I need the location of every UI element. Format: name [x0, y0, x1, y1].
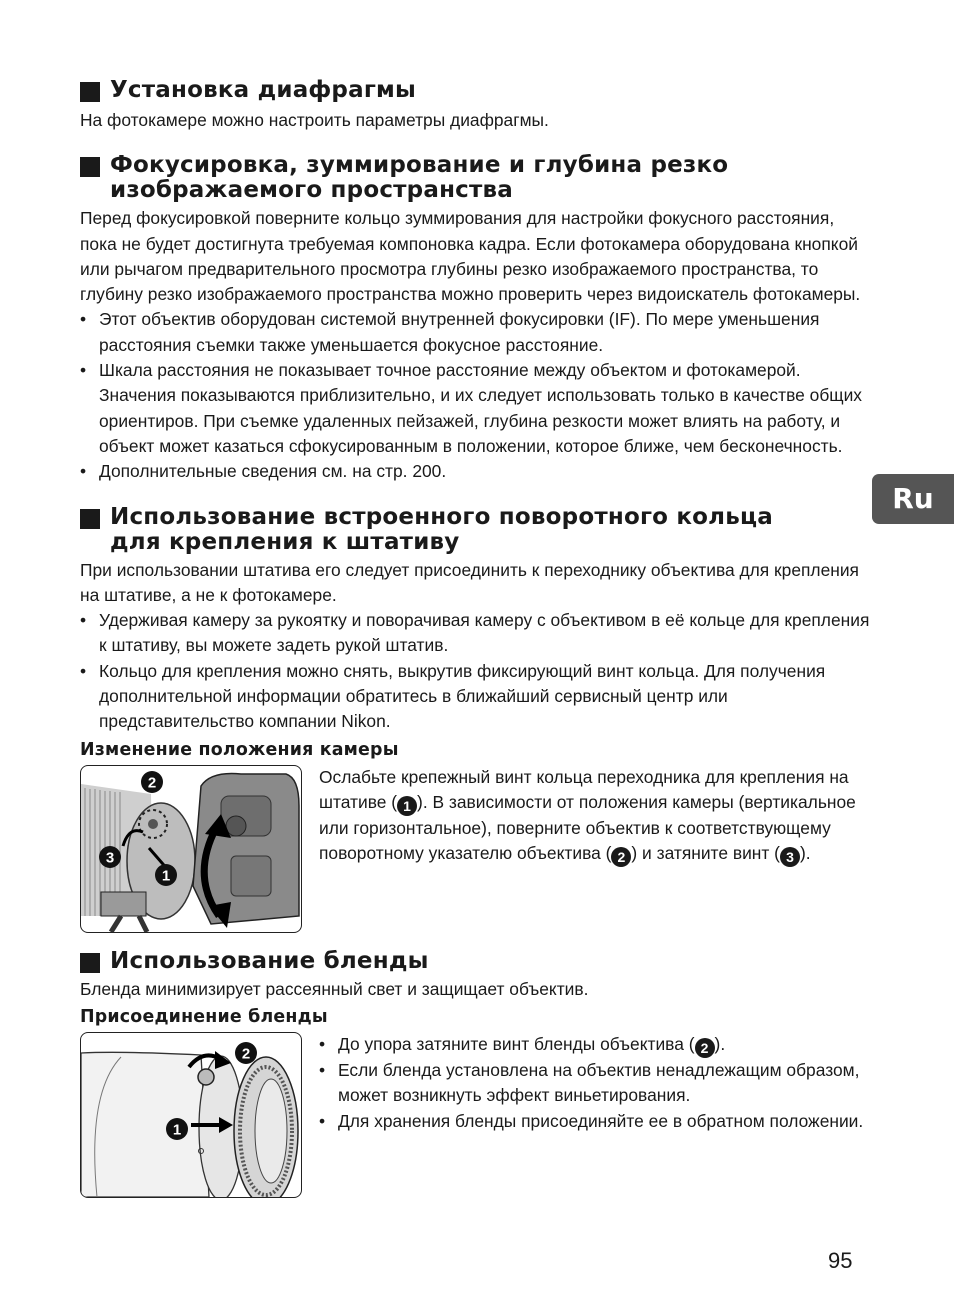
section-heading-tripod: Использование встроенного поворотного кольца для крепления к штативу: [80, 505, 870, 555]
list-item: • Для хранения бленды присоединяйте ее в обратном положении.: [319, 1109, 870, 1134]
list-item: • Шкала расстояния не показывает точное расстояние между объектом и фотокамерой. Значения показываются приблизительно, и их следует использовать только в качестве общих ориентиров. При съемке удаленных пейзажей, глубина резкости может влиять на работу, и объект может казаться сфокусированным в положении, которое ближе, чем бесконечность.: [80, 358, 870, 459]
camera-position-text: Ослабьте крепежный винт кольца переходника для крепления на штативе ( 1 ). В зависимости от положения камеры (вертикальное или горизонтальное), поверните объектив к соответствующему поворотному указателю объектива ( 2 ) и затяните винт ( 3 ).: [319, 766, 856, 866]
page-content: [80, 78, 870, 1198]
language-tab: Ru: [872, 474, 954, 524]
callout-2-marker: [235, 1042, 257, 1064]
section-heading-aperture: Установка диафрагмы: [80, 78, 870, 103]
callout-number-icon: 2: [611, 847, 631, 867]
tripod-head-shape: [101, 892, 146, 916]
square-bullet-icon: [80, 509, 100, 529]
hood-bullets: [319, 1032, 870, 1134]
hood-text: Бленда минимизирует рассеянный свет и защищает объектив.: [80, 978, 589, 999]
list-item: • Этот объектив оборудован системой внутренней фокусировки (IF). По мере уменьшения расстояния съемки также уменьшается фокусное расстояние.: [80, 307, 870, 358]
list-item: • До упора затяните винт бленды объектива ( 2 ).: [319, 1032, 870, 1058]
callout-1-marker: [155, 864, 177, 886]
hood-figure-row: [80, 1032, 870, 1198]
tripod-text: При использовании штатива его следует присоединить к переходнику объектива для крепления на штативе, а не к фотокамере.: [80, 559, 859, 605]
hood-body-shape: [81, 1052, 209, 1197]
svg-text:1: 1: [172, 1121, 182, 1139]
focus-text: Перед фокусировкой поверните кольцо зуммирования для настройки фокусного расстояния, пока не будет достигнута требуемая компоновка кадра. Если фотокамера оборудована кнопкой или рычагом предварительного просмотра глубины резко изображаемого пространства, то глубину резко изображаемого пространства можно проверить через видоискатель фотокамеры.: [80, 208, 861, 305]
list-item: • Если бленда установлена на объектив ненадлежащим образом, может возникнуть эффект виньетирования.: [319, 1058, 870, 1109]
page-number: 95: [828, 1248, 853, 1273]
svg-text:1: 1: [161, 867, 171, 885]
camera-tripod-illustration: [80, 765, 302, 933]
section-heading-focus: Фокусировка, зуммирование и глубина резко изображаемого пространства: [80, 153, 870, 203]
camera-figure-row: [80, 765, 870, 933]
svg-text:2: 2: [241, 1045, 251, 1063]
callout-number-icon: 3: [780, 847, 800, 867]
lens-hood-illustration: [80, 1032, 302, 1198]
tripod-bullets: [80, 608, 870, 734]
subheading-camera-position: Изменение положения камеры: [80, 739, 399, 760]
callout-1-marker: [166, 1118, 188, 1140]
aperture-text: На фотокамере можно настроить параметры диафрагмы.: [80, 110, 549, 130]
list-item: • Удерживая камеру за рукоятку и поворачивая камеру с объективом в её кольце для крепления к штативу, вы можете задеть рукой штатив.: [80, 608, 870, 659]
callout-number-icon: 2: [695, 1038, 715, 1058]
square-bullet-icon: [80, 157, 100, 177]
list-item: • Дополнительные сведения см. на стр. 200.: [80, 459, 870, 484]
focus-bullets: [80, 307, 870, 484]
section-heading-hood: Использование бленды: [80, 949, 870, 974]
svg-text:3: 3: [105, 849, 115, 867]
callout-3-marker: [99, 846, 121, 868]
callout-number-icon: 1: [397, 796, 417, 816]
square-bullet-icon: [80, 82, 100, 102]
hood-screw-shape: [198, 1069, 214, 1085]
list-item: • Кольцо для крепления можно снять, выкрутив фиксирующий винт кольца. Для получения дополнительной информации обратитесь в ближайший сервисный центр или представительство компании Nikon.: [80, 659, 870, 735]
square-bullet-icon: [80, 953, 100, 973]
subheading-hood-attach: Присоединение бленды: [80, 1006, 328, 1027]
svg-text:2: 2: [147, 774, 157, 792]
callout-2-marker: [141, 771, 163, 793]
